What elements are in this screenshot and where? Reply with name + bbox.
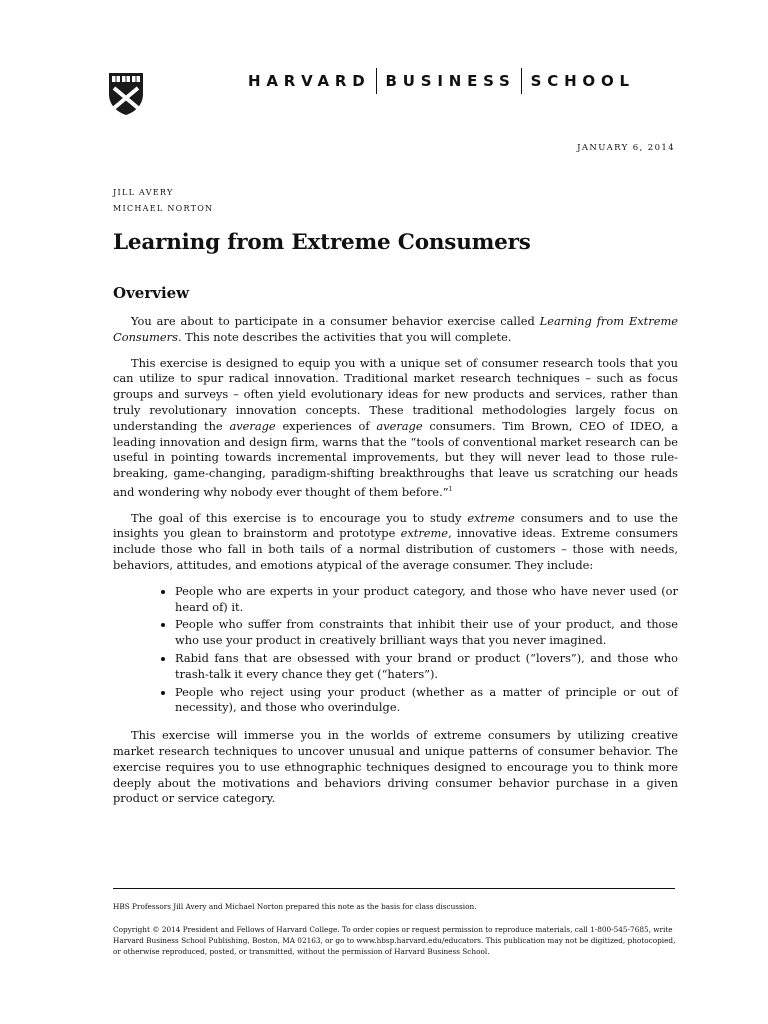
footnote-marker: 1 [448,485,453,493]
masthead-divider [521,68,522,94]
section-heading: Overview [113,284,190,302]
text-run: average [376,418,423,433]
masthead [248,70,635,92]
text-run: experiences of [275,418,377,433]
list-item: • People who reject using your product (whether as a matter of principle or out of necessity), and those who overindulge. [175,685,678,717]
text-run: You are about to participate in a consumer behavior exercise called [131,314,540,328]
masthead-harvard: HARVARD [248,72,371,90]
body-text [113,314,678,817]
document-title: Learning from Extreme Consumers [113,230,531,255]
author-name: JILL AVERY [113,188,174,197]
author-note: HBS Professors Jill Avery and Michael Norton prepared this note as the basis for class discussion. [113,902,477,911]
text-run: . This note describes the activities that you will complete. [177,329,512,344]
harvard-shield-icon [108,72,144,116]
masthead-school: SCHOOL [530,72,635,90]
text-run: extreme [400,526,449,541]
paragraph [113,314,678,346]
text-run: consumers and to use the insights you glean to brainstorm and prototype [113,510,679,541]
text-run: , innovative ideas. Extreme consumers include those who fall in both tails of a normal distribution of customers – those with needs, behaviors, attitudes, and emotions atypical of the average consumer. They include: [113,526,678,572]
text-run: This exercise will immerse you in the worlds of extreme consumers by utilizing creative market research techniques to uncover unusual and unique patterns of consumer behavior. The exercise requires you to use ethnographic techniques designed to encourage you to think more deeply about the motivations and behaviors driving consumer behavior purchase in a given product or service category. [113,728,678,806]
text-run: consumers. Tim Brown, CEO of IDEO, a leading innovation and design firm, warns that the “tools of conventional market research can be useful in pointing towards incremental improvements, but they will never lead to those rule-breaking, game-changing, paradigm-shifting breakthroughs that leave us scratching our heads and wondering why nobody ever thought of them before.” [113,418,678,499]
author-name: MICHAEL NORTON [113,204,214,213]
text-run: The goal of this exercise is to encourage you to study [131,510,468,525]
paragraph [113,511,678,574]
list-item: • Rabid fans that are obsessed with your brand or product (“lovers”), and those who trash-talk it every chance they get (“haters”). [175,651,678,683]
paragraph [113,728,678,807]
masthead-divider [376,68,377,94]
document-date: JANUARY 6, 2014 [577,143,675,153]
text-run: average [229,418,276,433]
footnote-divider [113,888,675,889]
copyright-notice: Copyright © 2014 President and Fellows of Harvard College. To order copies or request permission to reproduce materials, call 1-800-545-7685, write Harvard Business School Publishing, Boston, MA 02163, or go to www.hbsp.harvard.edu/educators. This publication may not be digitized, photocopied, or otherwise reproduced, posted, or transmitted, without the permission of Harvard Business School. [113,925,676,956]
list-item: • People who are experts in your product category, and those who have never used (or heard of) it. [175,584,678,616]
bullet-list [113,584,678,716]
text-run: Learning from Extreme Consumers [113,314,678,344]
paragraph [113,356,678,501]
text-run: extreme [467,510,515,525]
list-item: • People who suffer from constraints that inhibit their use of your product, and those who use your product in creatively brilliant ways that you never imagined. [175,617,678,649]
masthead-business: BUSINESS [385,72,516,90]
text-run: This exercise is designed to equip you with a unique set of consumer research tools that you can utilize to spur radical innovation. Traditional market research techniques – such as focus groups and surveys – often yield evolutionary ideas for new products and services, rather than truly revolutionary innovation concepts. These traditional methodologies largely focus on understanding the [113,355,678,433]
